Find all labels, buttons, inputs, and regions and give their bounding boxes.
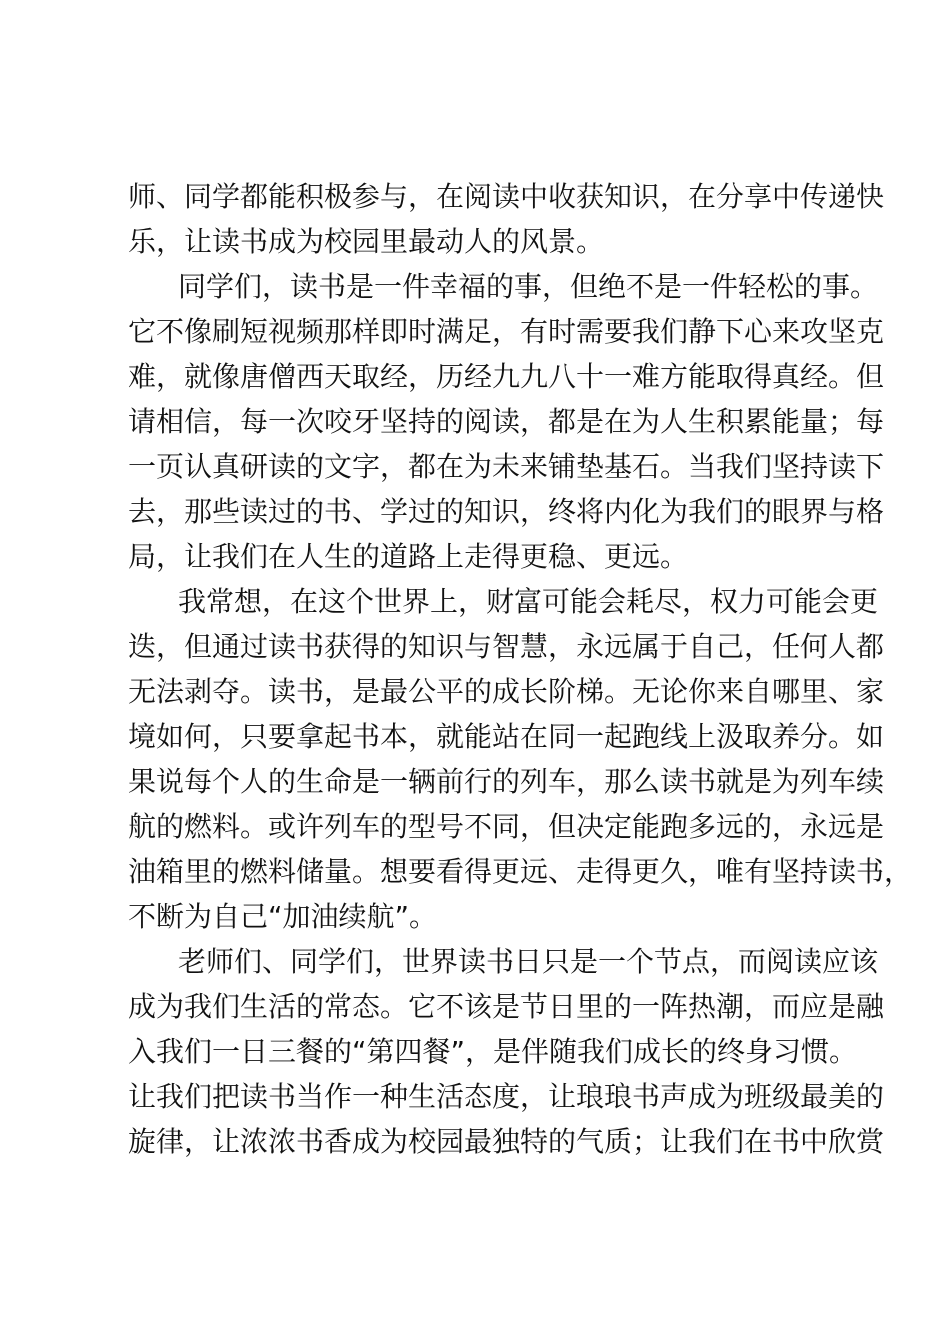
text-line: 去，那些读过的书、学过的知识，终将内化为我们的眼界与格 [128,495,885,528]
text-line: 乐，让读书成为校园里最动人的风景。 [128,225,605,258]
text-line: 无法剥夺。读书，是最公平的成长阶梯。无论你来自哪里、家 [128,675,885,708]
text-line: 入我们一日三餐的“第四餐”，是伴随我们成长的终身习惯。 [128,1035,858,1068]
paragraph [128,939,885,1164]
paragraph [128,264,885,579]
text-line: 旋律，让浓浓书香成为校园最独特的气质；让我们在书中欣赏 [128,1125,885,1158]
body-text [128,174,913,1164]
paragraph [128,579,913,939]
text-line: 迭，但通过读书获得的知识与智慧，永远属于自己，任何人都 [128,630,885,663]
text-line: 让我们把读书当作一种生活态度，让琅琅书声成为班级最美的 [128,1080,885,1113]
text-line: 不断为自己“加油续航”。 [128,900,438,933]
text-line: 我常想，在这个世界上，财富可能会耗尽，权力可能会更 [178,585,879,618]
text-line: 局，让我们在人生的道路上走得更稳、更远。 [128,540,689,573]
text-line: 师、同学都能积极参与，在阅读中收获知识，在分享中传递快 [128,180,885,213]
text-line: 果说每个人的生命是一辆前行的列车，那么读书就是为列车续 [128,765,885,798]
text-line: 油箱里的燃料储量。想要看得更远、走得更久，唯有坚持读书， [128,855,913,888]
text-line: 航的燃料。或许列车的型号不同，但决定能跑多远的，永远是 [128,810,885,843]
text-line: 同学们，读书是一件幸福的事，但绝不是一件轻松的事。 [178,270,879,303]
text-line: 老师们、同学们，世界读书日只是一个节点，而阅读应该 [178,945,879,978]
text-line: 难，就像唐僧西天取经，历经九九八十一难方能取得真经。但 [128,360,885,393]
text-line: 请相信，每一次咬牙坚持的阅读，都是在为人生积累能量；每 [128,405,885,438]
paragraph [128,174,885,264]
text-line: 境如何，只要拿起书本，就能站在同一起跑线上汲取养分。如 [128,720,885,753]
text-line: 一页认真研读的文字，都在为未来铺垫基石。当我们坚持读下 [128,450,885,483]
text-line: 它不像刷短视频那样即时满足，有时需要我们静下心来攻坚克 [128,315,885,348]
text-line: 成为我们生活的常态。它不该是节日里的一阵热潮，而应是融 [128,990,885,1023]
